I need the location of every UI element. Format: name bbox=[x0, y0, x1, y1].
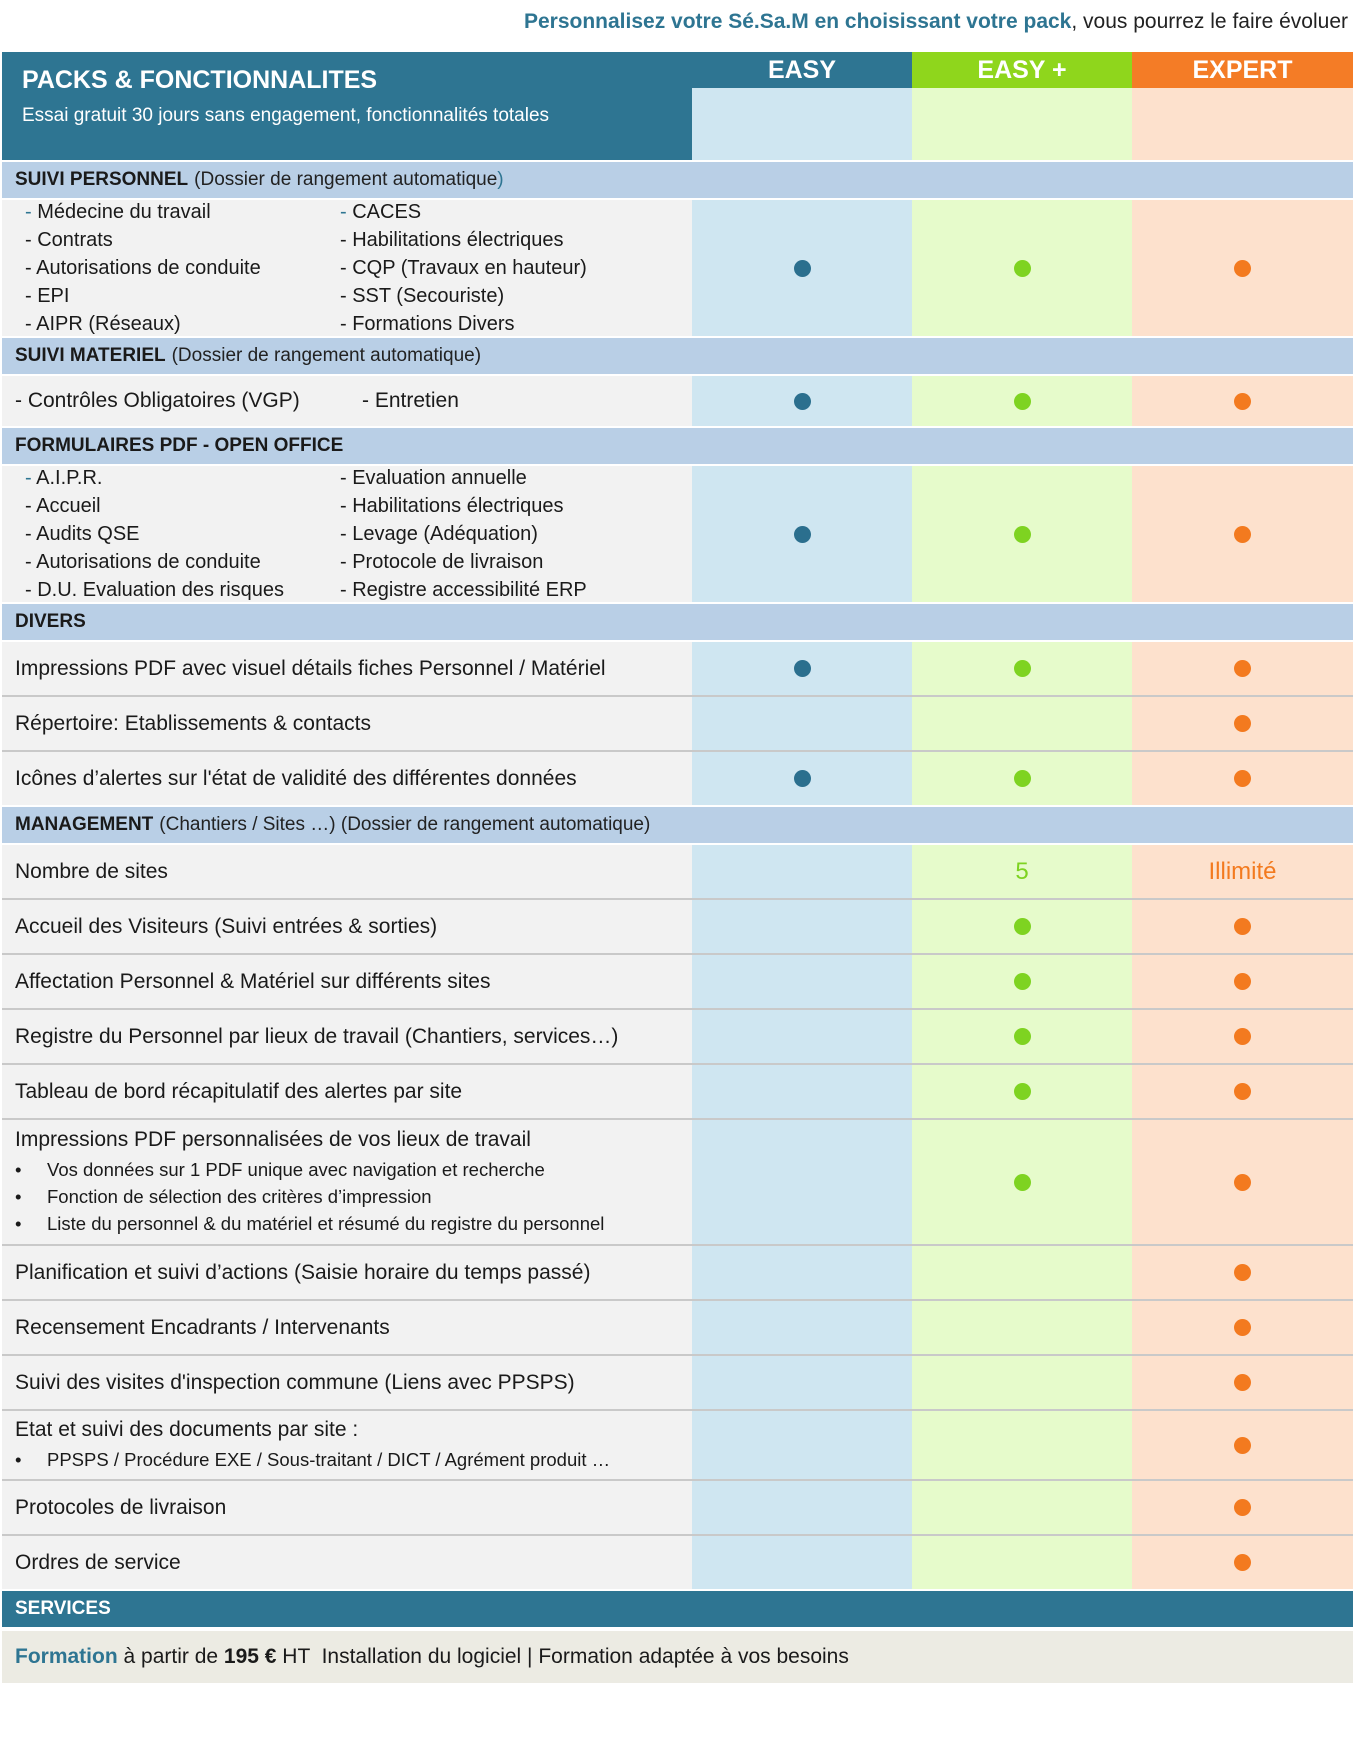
list-item: Habilitations électriques bbox=[352, 229, 564, 251]
list-item: Autorisations de conduite bbox=[36, 257, 261, 279]
feature-label: Planification et suivi d’actions (Saisie horaire du temps passé) bbox=[15, 1260, 591, 1284]
feature-row bbox=[2, 900, 1353, 955]
section-title: SERVICES bbox=[15, 1598, 111, 1619]
feature-row bbox=[2, 1356, 1353, 1411]
list-item: Audits QSE bbox=[36, 523, 140, 545]
included-dot-icon bbox=[794, 260, 811, 277]
included-dot-icon bbox=[1014, 1028, 1031, 1045]
list-item: Levage (Adéquation) bbox=[352, 523, 538, 545]
list-item: A.I.P.R. bbox=[36, 467, 103, 489]
list-item: - Contrôles Obligatoires (VGP) bbox=[15, 389, 300, 412]
included-dot-icon bbox=[1234, 1083, 1251, 1100]
included-dot-icon bbox=[1014, 526, 1031, 543]
list-item: SST (Secouriste) bbox=[352, 285, 505, 307]
section-title: DIVERS bbox=[15, 611, 86, 632]
included-dot-icon bbox=[1014, 660, 1031, 677]
pack-easy-plus-column-header bbox=[912, 52, 1132, 160]
sites-count-expert: Illimité bbox=[1208, 857, 1277, 885]
page-title: PACKS & FONCTIONNALITES bbox=[22, 66, 378, 94]
list-item: CQP (Travaux en hauteur) bbox=[352, 257, 587, 279]
section-title: SUIVI MATERIEL bbox=[15, 345, 166, 366]
included-dot-icon bbox=[1234, 1437, 1251, 1454]
feature-label bbox=[2, 466, 692, 602]
included-dot-icon bbox=[1234, 393, 1251, 410]
included-dot-icon bbox=[1014, 973, 1031, 990]
feature-row bbox=[2, 1536, 1353, 1591]
list-item: Habilitations électriques bbox=[352, 495, 564, 517]
feature-label: Répertoire: Etablissements & contacts bbox=[15, 711, 371, 735]
list-item: CACES bbox=[352, 201, 422, 223]
feature-label: Impressions PDF personnalisées de vos lieux de travail bbox=[15, 1127, 531, 1151]
bullet-icon: • bbox=[15, 1158, 22, 1180]
formation-text: à partir de bbox=[117, 1645, 224, 1668]
title-box bbox=[2, 52, 692, 160]
bullet-item: PPSPS / Procédure EXE / Sous-traitant / DICT / Agrément produit … bbox=[47, 1448, 611, 1470]
sites-count-easy-plus: 5 bbox=[1015, 857, 1029, 885]
feature-row-suivi-personnel bbox=[2, 200, 1353, 338]
included-dot-icon bbox=[1014, 770, 1031, 787]
feature-label: Protocoles de livraison bbox=[15, 1495, 227, 1519]
list-item: Médecine du travail bbox=[37, 201, 211, 223]
list-item: Accueil bbox=[36, 495, 101, 517]
section-title: MANAGEMENT bbox=[15, 814, 154, 835]
feature-label bbox=[2, 200, 692, 336]
section-services bbox=[2, 1591, 1353, 1627]
included-dot-icon bbox=[1234, 715, 1251, 732]
page-subtitle: Essai gratuit 30 jours sans engagement, fonctionnalités totales bbox=[22, 105, 550, 126]
section-suivi-materiel bbox=[2, 338, 1353, 376]
section-formulaires bbox=[2, 428, 1353, 466]
included-dot-icon bbox=[1234, 1499, 1251, 1516]
included-dot-icon bbox=[1014, 260, 1031, 277]
pack-easy-column-header bbox=[692, 52, 912, 160]
feature-label: Tableau de bord récapitulatif des alertes par site bbox=[15, 1079, 463, 1103]
included-dot-icon bbox=[1014, 393, 1031, 410]
feature-row bbox=[2, 1481, 1353, 1536]
feature-row bbox=[2, 642, 1353, 697]
section-note-end: ) bbox=[497, 169, 504, 190]
included-dot-icon bbox=[1234, 526, 1251, 543]
feature-label: Impressions PDF avec visuel détails fiches Personnel / Matériel bbox=[15, 656, 606, 680]
list-item: Protocole de livraison bbox=[352, 551, 544, 573]
feature-label: Registre du Personnel par lieux de travail (Chantiers, services…) bbox=[15, 1024, 619, 1048]
bullet-icon: • bbox=[15, 1448, 22, 1470]
pack-easy-label: EASY bbox=[692, 52, 912, 88]
included-dot-icon bbox=[1234, 1174, 1251, 1191]
included-dot-icon bbox=[1234, 660, 1251, 677]
footer-formation bbox=[2, 1631, 1353, 1683]
suivi-personnel-list-1: - Médecine du travail - Contrats - Autorisations de conduite - EPI - AIPR (Réseaux) bbox=[25, 201, 261, 335]
list-item: Contrats bbox=[37, 229, 113, 251]
formation-details: HT Installation du logiciel | Formation adaptée à vos besoins bbox=[276, 1645, 849, 1668]
included-dot-icon bbox=[1234, 1319, 1251, 1336]
section-title: SUIVI PERSONNEL bbox=[15, 169, 189, 190]
included-dot-icon bbox=[1234, 770, 1251, 787]
included-dot-icon bbox=[794, 770, 811, 787]
feature-label: Icônes d’alertes sur l'état de validité des différentes données bbox=[15, 766, 577, 790]
feature-label: Affectation Personnel & Matériel sur différents sites bbox=[15, 969, 491, 993]
feature-row-suivi-materiel bbox=[2, 376, 1353, 428]
bullet-item: Fonction de sélection des critères d’impression bbox=[47, 1185, 432, 1207]
included-dot-icon bbox=[1234, 973, 1251, 990]
pack-expert-label: EXPERT bbox=[1132, 52, 1353, 88]
list-item: Autorisations de conduite bbox=[36, 551, 261, 573]
feature-row bbox=[2, 845, 1353, 900]
feature-row bbox=[2, 752, 1353, 807]
section-title: FORMULAIRES PDF - OPEN OFFICE bbox=[15, 435, 344, 456]
feature-label: Recensement Encadrants / Intervenants bbox=[15, 1315, 390, 1339]
section-management bbox=[2, 807, 1353, 845]
included-dot-icon bbox=[1014, 918, 1031, 935]
packs-table bbox=[2, 52, 1353, 1683]
tagline-highlight: Personnalisez votre Sé.Sa.M en choisissant votre pack bbox=[523, 10, 1072, 33]
included-dot-icon bbox=[1234, 1028, 1251, 1045]
bullet-icon: • bbox=[15, 1185, 22, 1207]
included-dot-icon bbox=[1234, 260, 1251, 277]
feature-row bbox=[2, 1411, 1353, 1481]
feature-label: Suivi des visites d'inspection commune (Liens avec PPSPS) bbox=[15, 1370, 575, 1394]
included-dot-icon bbox=[1234, 918, 1251, 935]
included-dot-icon bbox=[1234, 1374, 1251, 1391]
section-note: (Dossier de rangement automatique) bbox=[171, 345, 482, 366]
list-item: Evaluation annuelle bbox=[352, 467, 527, 489]
feature-row bbox=[2, 1120, 1353, 1246]
pack-easy-plus-label: EASY + bbox=[912, 52, 1132, 88]
bullet-item: Liste du personnel & du matériel et résumé du registre du personnel bbox=[47, 1212, 605, 1234]
included-dot-icon bbox=[1014, 1083, 1031, 1100]
feature-label: Etat et suivi des documents par site : bbox=[15, 1417, 359, 1441]
section-note: (Chantiers / Sites …) (Dossier de rangement automatique) bbox=[159, 814, 651, 835]
formation-label: Formation bbox=[15, 1645, 118, 1668]
included-dot-icon bbox=[1234, 1264, 1251, 1281]
section-suivi-personnel bbox=[2, 162, 1353, 200]
feature-row bbox=[2, 955, 1353, 1010]
section-divers bbox=[2, 604, 1353, 642]
included-dot-icon bbox=[1014, 1174, 1031, 1191]
included-dot-icon bbox=[794, 526, 811, 543]
feature-row bbox=[2, 697, 1353, 752]
bullet-item: Vos données sur 1 PDF unique avec navigation et recherche bbox=[47, 1158, 545, 1180]
feature-label: Accueil des Visiteurs (Suivi entrées & sorties) bbox=[15, 914, 438, 938]
list-item: Registre accessibilité ERP bbox=[352, 579, 587, 601]
list-item: - Entretien bbox=[362, 389, 459, 412]
feature-label: Nombre de sites bbox=[15, 859, 168, 883]
included-dot-icon bbox=[794, 393, 811, 410]
formulaires-list-2: - Evaluation annuelle - Habilitations électriques - Levage (Adéquation) - Protocole de livraison - Registre accessibilité ERP bbox=[340, 467, 587, 601]
list-item: AIPR (Réseaux) bbox=[36, 313, 181, 335]
formation-price: 195 € bbox=[223, 1645, 277, 1668]
list-item: Formations Divers bbox=[352, 313, 515, 335]
feature-row bbox=[2, 1065, 1353, 1120]
feature-row bbox=[2, 1010, 1353, 1065]
table-header bbox=[2, 52, 1353, 160]
feature-label: Ordres de service bbox=[15, 1550, 181, 1574]
feature-row bbox=[2, 1246, 1353, 1301]
suivi-personnel-list-2: - CACES - Habilitations électriques - CQP (Travaux en hauteur) - SST (Secouriste) - Formations Divers bbox=[340, 201, 587, 335]
list-item: D.U. Evaluation des risques bbox=[37, 579, 285, 601]
tagline-rest: , vous pourrez le faire évoluer bbox=[1071, 10, 1348, 33]
bullet-icon: • bbox=[15, 1212, 22, 1234]
formulaires-list-1: - A.I.P.R. - Accueil - Audits QSE - Autorisations de conduite - D.U. Evaluation des risques bbox=[25, 467, 285, 601]
list-item: EPI bbox=[37, 285, 70, 307]
tagline bbox=[524, 10, 1348, 34]
feature-row-formulaires bbox=[2, 466, 1353, 604]
included-dot-icon bbox=[794, 660, 811, 677]
feature-row bbox=[2, 1301, 1353, 1356]
feature-label bbox=[2, 376, 692, 426]
pack-expert-column-header bbox=[1132, 52, 1353, 160]
section-note: (Dossier de rangement automatique bbox=[194, 169, 498, 190]
included-dot-icon bbox=[1234, 1554, 1251, 1571]
